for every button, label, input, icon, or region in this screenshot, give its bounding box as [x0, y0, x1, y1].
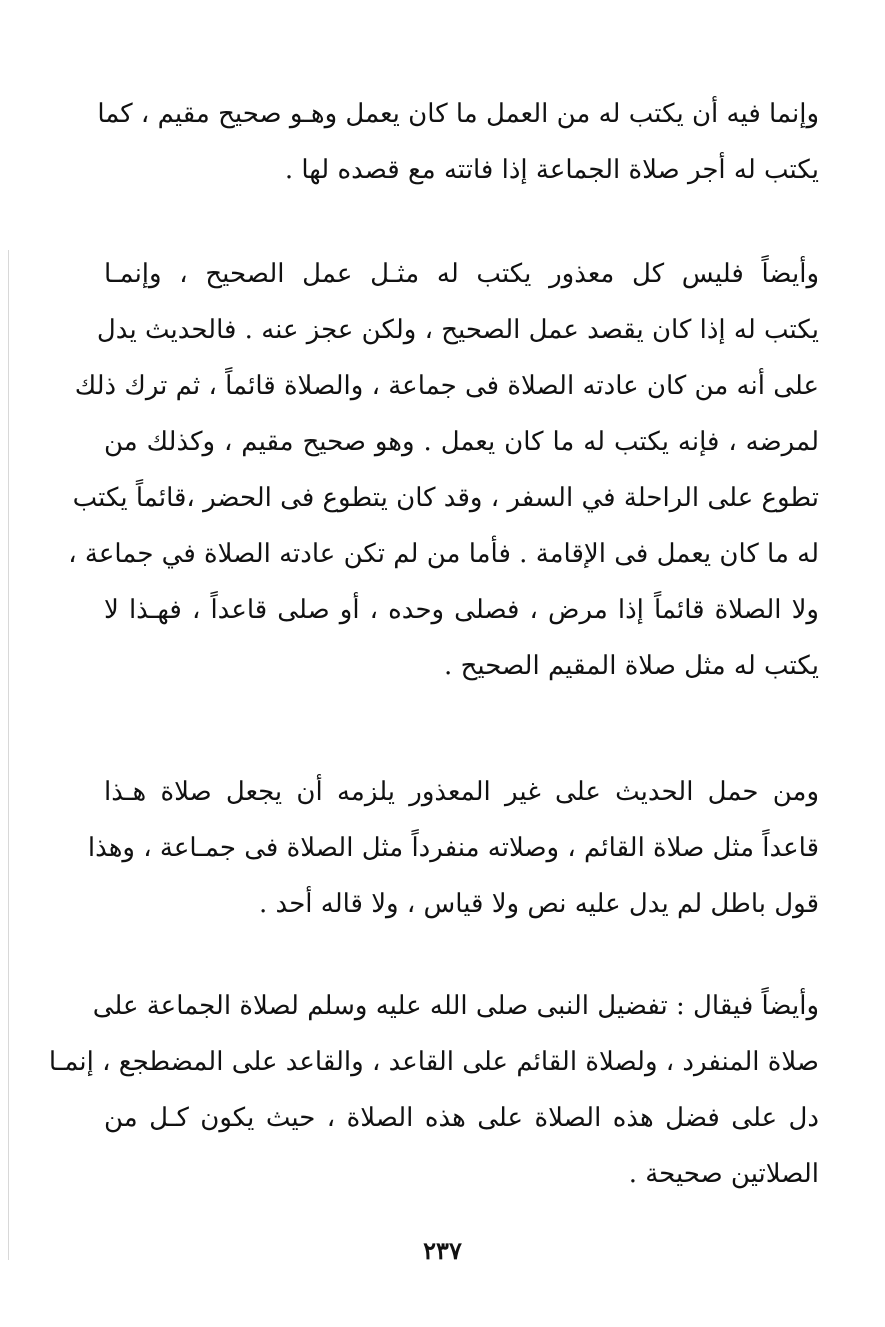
paragraph-line: دل على فضل هذه الصلاة على هذه الصلاة ، حيث يكون كـل من — [104, 1103, 819, 1133]
paragraph-line: له ما كان يعمل فى الإقامة . فأما من لم تكن عادته الصلاة في جماعة ، — [68, 539, 819, 569]
paragraph-line: وأيضاً فيقال : تفضيل النبى صلى الله عليه وسلم لصلاة الجماعة على — [92, 991, 819, 1021]
paragraph-4 — [48, 978, 819, 1202]
paragraph-line: يكتب له مثل صلاة المقيم الصحيح . — [444, 651, 819, 681]
paragraph-line: على أنه من كان عادته الصلاة فى جماعة ، والصلاة قائماً ، ثم ترك ذلك — [74, 371, 819, 401]
paragraph-2 — [68, 246, 819, 694]
paragraph-line: يكتب له إذا كان يقصد عمل الصحيح ، ولكن عجز عنه . فالحديث يدل — [96, 315, 819, 345]
paragraph-line: ولا الصلاة قائماً إذا مرض ، فصلى وحده ، أو صلى قاعداً ، فهـذا لا — [104, 595, 819, 625]
paragraph-line: ومن حمل الحديث على غير المعذور يلزمه أن يجعل صلاة هـذا — [104, 777, 819, 807]
paragraph-3 — [87, 764, 819, 932]
paragraph-line: الصلاتين صحيحة . — [628, 1159, 819, 1189]
page-number: ٢٣٧ — [423, 1236, 462, 1265]
paragraph-line: تطوع على الراحلة في السفر ، وقد كان يتطوع فى الحضر ،قائماً يكتب — [72, 483, 819, 513]
scan-edge-line — [8, 250, 9, 1260]
paragraph-1 — [97, 86, 819, 198]
paragraph-line: لمرضه ، فإنه يكتب له ما كان يعمل . وهو صحيح مقيم ، وكذلك من — [104, 427, 819, 457]
paragraph-line: صلاة المنفرد ، ولصلاة القائم على القاعد ، والقاعد على المضطجع ، إنمـا — [48, 1047, 819, 1077]
paragraph-line: وأيضاً فليس كل معذور يكتب له مثـل عمل الصحيح ، وإنمـا — [104, 259, 819, 289]
paragraph-line: وإنما فيه أن يكتب له من العمل ما كان يعمل وهـو صحيح مقيم ، كما — [97, 99, 819, 129]
paragraph-line: يكتب له أجر صلاة الجماعة إذا فاتته مع قصده لها . — [284, 155, 819, 185]
paragraph-line: قاعداً مثل صلاة القائم ، وصلاته منفرداً مثل الصلاة فى جمـاعة ، وهذا — [87, 833, 819, 863]
paragraph-line: قول باطل لم يدل عليه نص ولا قياس ، ولا قاله أحد . — [259, 889, 819, 919]
